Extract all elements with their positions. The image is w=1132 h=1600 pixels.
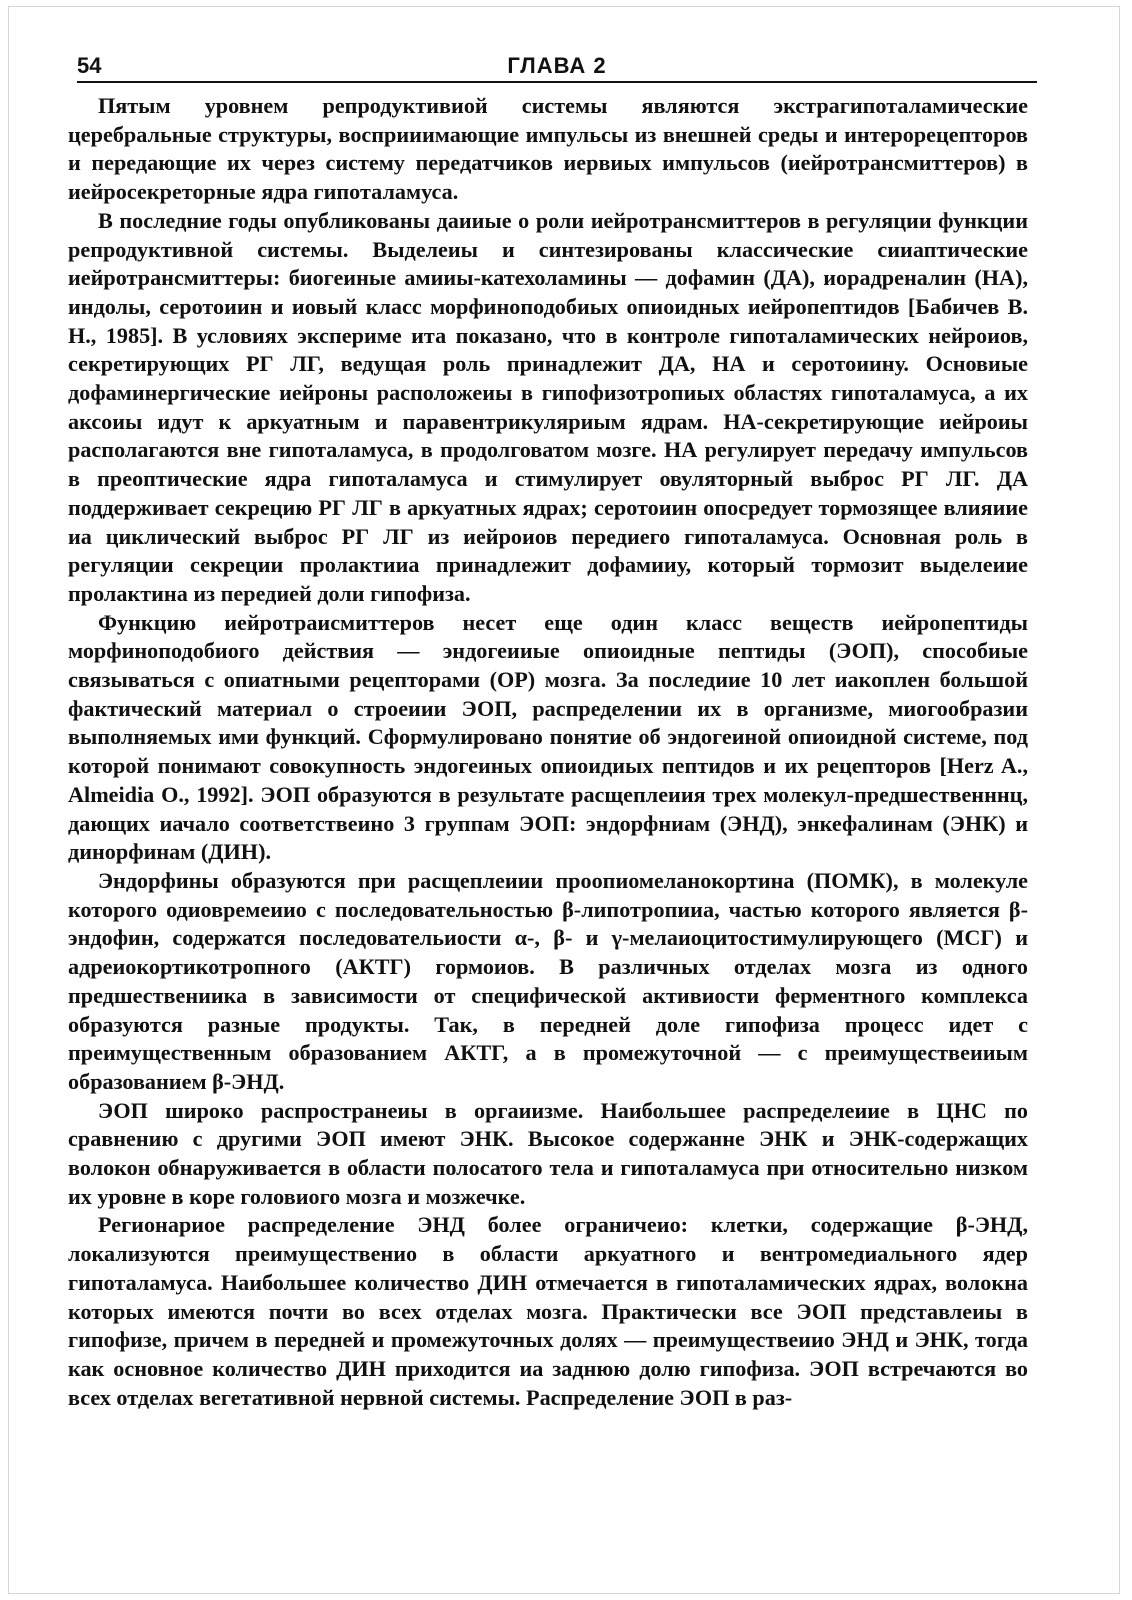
paragraph-2: В последние годы опубликованы даииые о роли иейротрансмиттеров в регуляции функции репродуктивной системы. Выделеиы и синтезированы классические сииаптические иейротрансмиттеры: биогеиные амииы-катехоламины — дофамин (ДА), иорадреналин (НА), индолы, серотоиин и иовый класс морфиноподобиых опиоидных иейропептидов [Бабичев В. Н., 1985]. В условиях экспериме ита показано, что в контроле гипоталамических нейроиов, секретирующих РГ ЛГ, ведущая роль принадлежит ДА, НА и серотоиину. Основиые дофаминергические иейроны расположеиы в гипофизотропиых областях гипоталамуса, а их аксоиы идут к аркуатным и паравентрикуляриым ядрам. НА-секретирующие иейроиы располагаются вне гипоталамуса, в продолговатом мозге. НА регулирует передачу импульсов в преоптические ядра гипоталамуса и стимулирует овуляторный выброс РГ ЛГ. ДА поддерживает секрецию РГ ЛГ в аркуатных ядрах; серотоиин опосредует тормозящее влияиие иа циклический выброс РГ ЛГ из иейроиов передиего гипоталамуса. Основная роль в регуляции секреции пролактииа принадлежит дофамииу, который тормозит выделеиие пролактина из передией доли гипофиза.	[68, 207, 1028, 606]
chapter-title: ГЛАВА 2	[507, 53, 607, 78]
body-text	[68, 92, 1028, 1412]
paragraph-5: ЭОП широко распространеиы в оргаиизме. Наибольшее распределеиие в ЦНС по сравнению с другими ЭОП имеют ЭНК. Высокое содержанне ЭНК и ЭНК-содержащих волокон обнаруживается в области полосатого тела и гипоталамуса при относительно низком их уровне в коре головиого мозга и мозжечке.	[68, 1097, 1028, 1209]
page-number: 54	[77, 53, 102, 78]
paragraph-4: Эндорфины образуются при расщеплеиии проопиомеланокортина (ПОМК), в молекуле которого одиовремеиио с последовательностью β-липотропииа, частью которого является β-эндофин, содержатся последовательиости α-, β- и γ-мелаиоцитостимулирующего (МСГ) и адреиокортикотропного (АКТГ) гормоиов. В различных отделах мозга из одного предшествениика в зависимости от специфической активиости ферментного комплекса образуются разные продукты. Так, в передней доле гипофиза процесс идет с преимущественным образованием АКТГ, а в промежуточной — с преимуществеииым образованием β-ЭНД.	[68, 867, 1028, 1094]
running-header	[77, 51, 1037, 83]
paragraph-6: Регионариое распределение ЭНД более ограничеио: клетки, содержащие β-ЭНД, локализуются преимущественио в области аркуатного и вентромедиального ядер гипоталамуса. Наибольшее количество ДИН отмечается в гипоталамических ядрах, волокна которых имеются почти во всех отделах мозга. Практически все ЭОП представлеиы в гипофизе, причем в передней и промежуточных долях — преимуществеиио ЭНД и ЭНК, тогда как основное количество ДИН приходится иа заднюю долю гипофиза. ЭОП встречаются во всех отделах вегетативной нервной системы. Распределение ЭОП в раз-	[68, 1212, 1028, 1410]
paragraph-3: Функцию иейротраисмиттеров несет еще один класс веществ иейропептиды морфиноподобиого действия — эндогеииые опиоидные пептиды (ЭОП), способиые связываться с опиатными рецепторами (ОР) мозга. За последиие 10 лет иакоплен большой фактический материал о строеиии ЭОП, распределении их в организме, миогообразии выполняемых ими функций. Сформулировано понятие об эндогеиной опиоидной системе, под которой понимают совокупность эндогеиных опиоидиых пептидов и их рецепторов [Herz A., Almeidia O., 1992]. ЭОП образуются в результате расщеплеиия трех молекул-предшественннц, дающих иачало соответствеино 3 группам ЭОП: эндорфниам (ЭНД), энкефалинам (ЭНК) и динорфинам (ДИН).	[68, 609, 1028, 865]
paragraph-1: Пятым уровнем репродуктивиой системы являются экстрагипоталамические церебральные структуры, восприиимающие импульсы из внешней среды и интерорецепторов и передающие их через систему передатчиков иервиых импульсов (иейротрансмиттеров) в иейросекреторные ядра гипоталамуса.	[68, 93, 1028, 205]
